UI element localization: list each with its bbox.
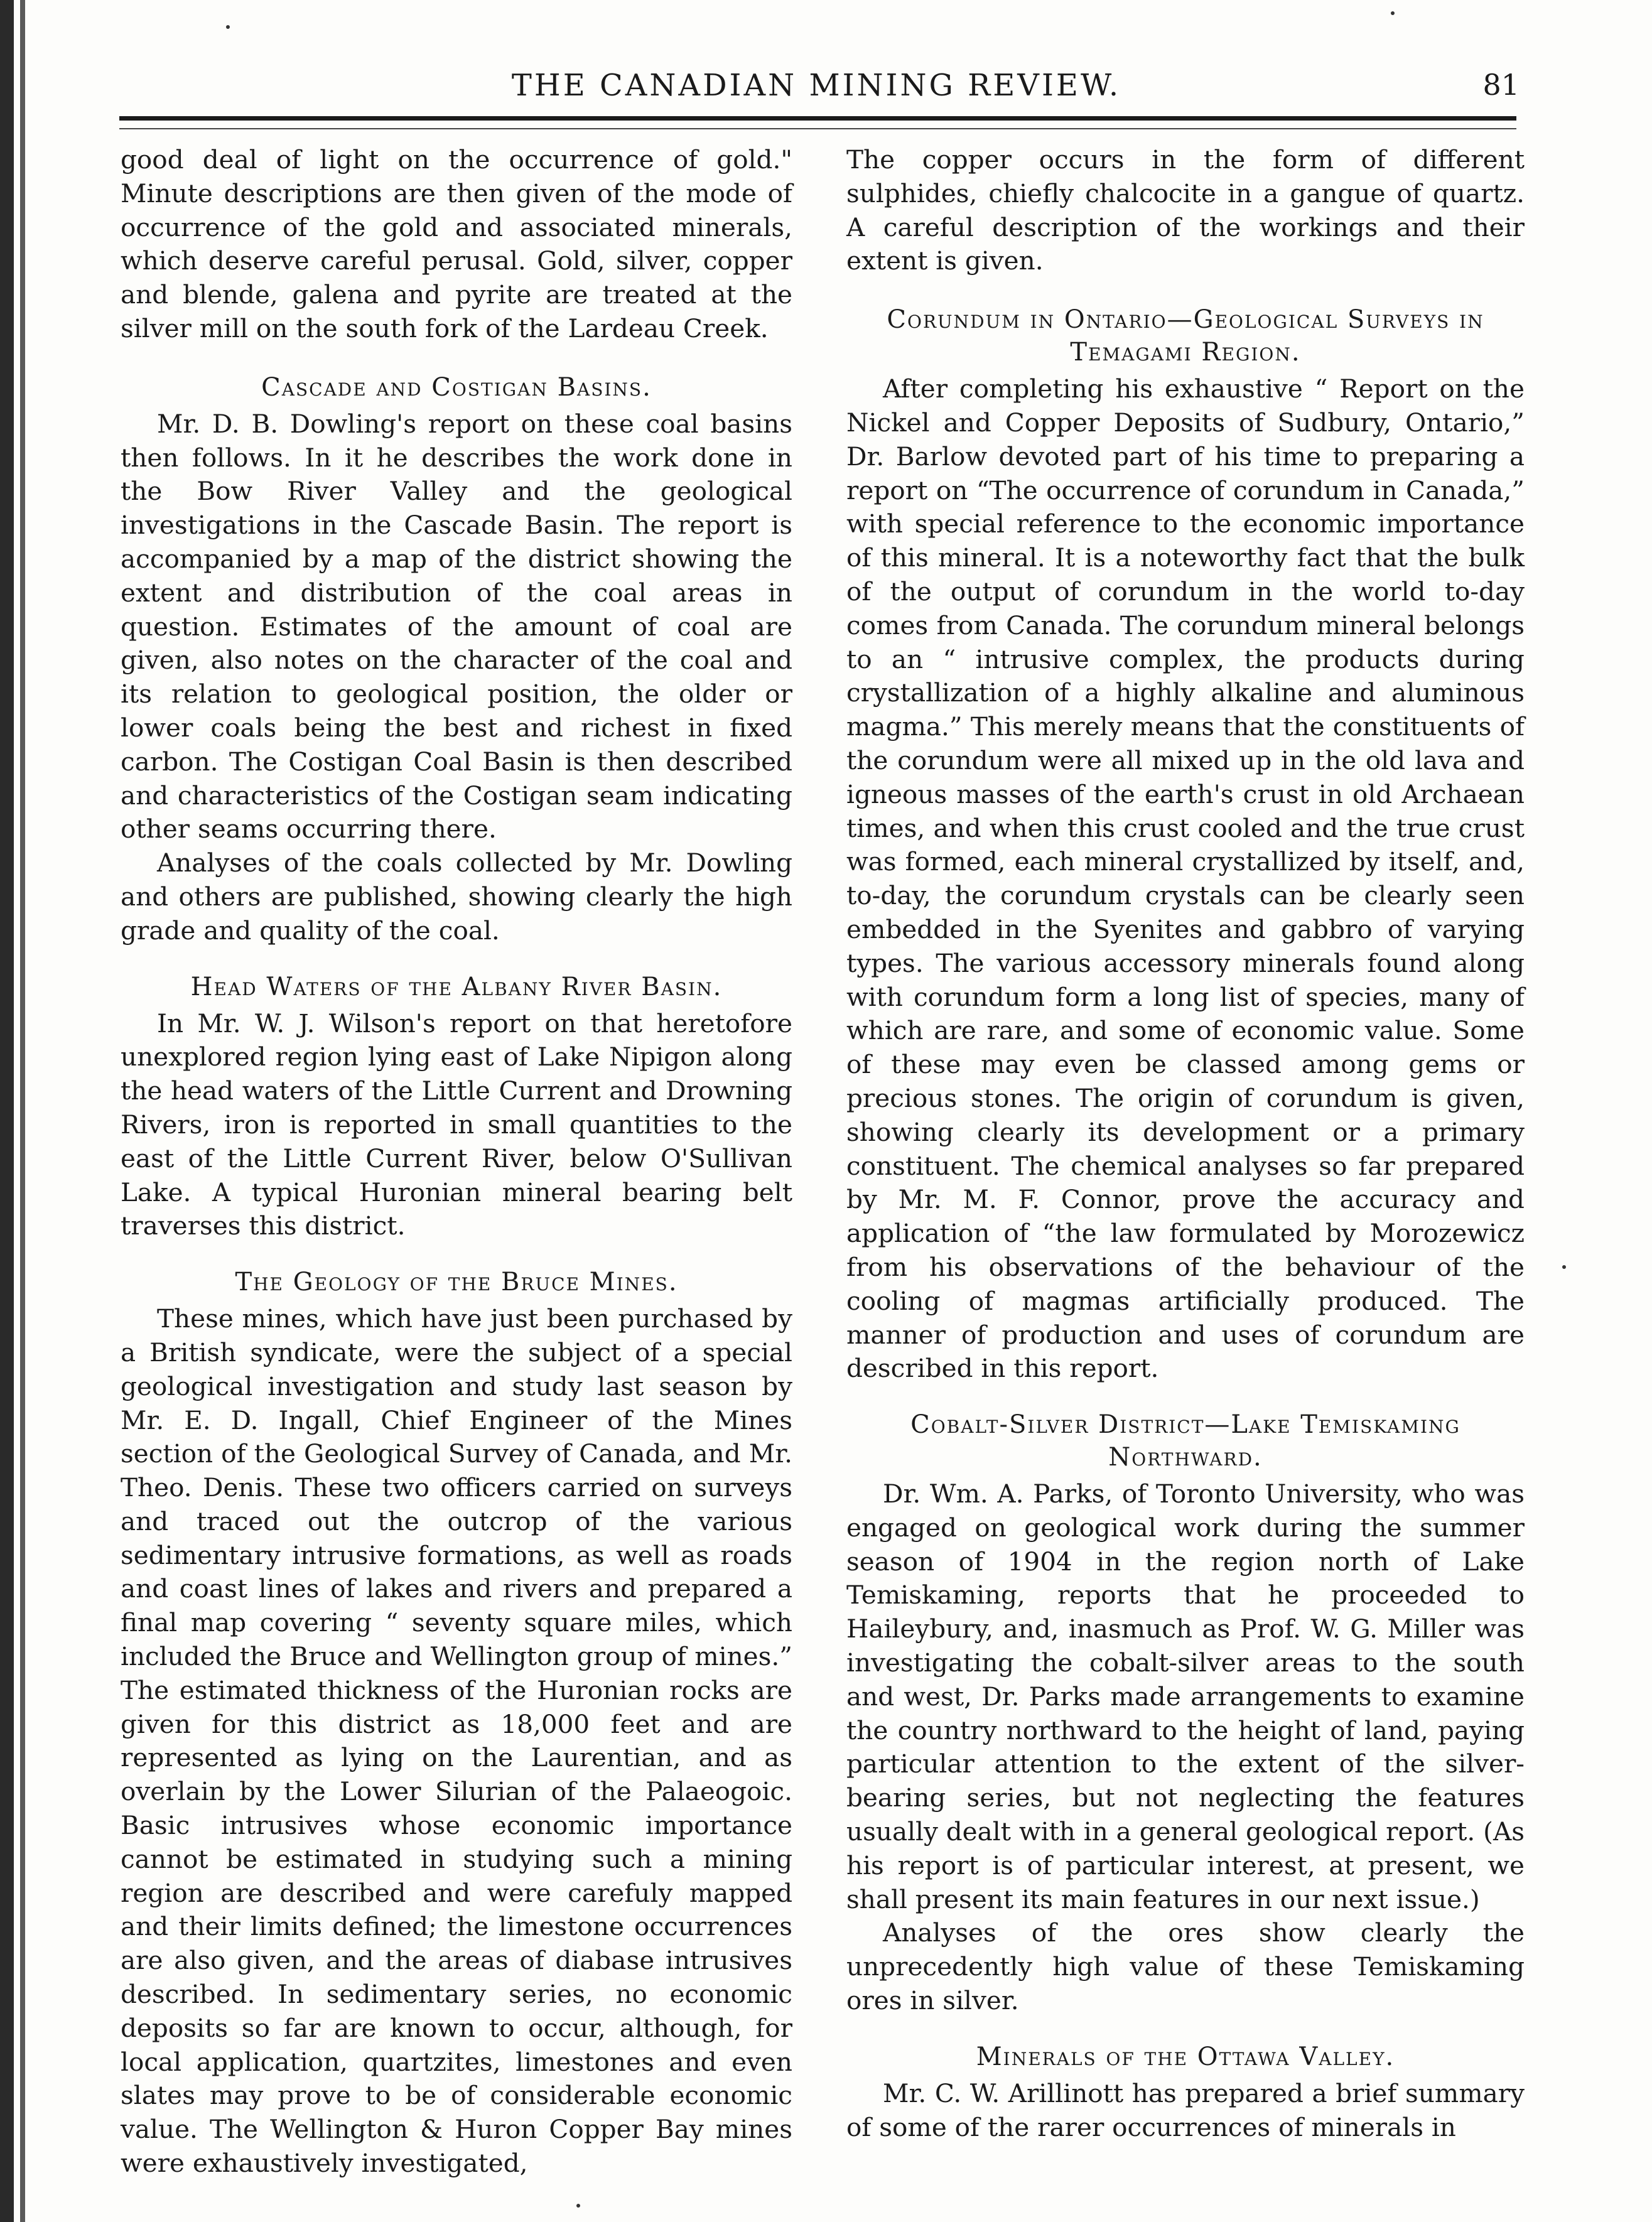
paragraph: The copper occurs in the form of different sulphides, chiefly chalcocite in a gangue of quartz. A careful description of the workings and their extent is given.: [846, 144, 1525, 276]
header-rule: [119, 116, 1516, 121]
section-heading: Head Waters of the Albany River Basin.: [190, 972, 723, 1001]
section-heading: Minerals of the Ottawa Valley.: [976, 2042, 1395, 2071]
speck: [226, 25, 230, 29]
running-title: THE CANADIAN MINING REVIEW.: [511, 68, 1121, 103]
paragraph: These mines, which have just been purchased by a British syndicate, were the subject of a special geological investigation and study last season by Mr. E. D. Ingall, Chief Engineer of the Mines section of the Geological Survey of Canada, and Mr. Theo. Denis. These two officers carried on surveys and traced out the outcrop of the various sedimentary intrusive formations, as well as roads and coast lines of lakes and rivers and prepared a final map covering “ seventy square miles, which included the Bruce and Wellington group of mines.” The estimated thickness of the Huronian rocks are given for this district as 18,000 feet and are represented as lying on the Laurentian, and as overlain by the Lower Silurian of the Palaeogoic. Basic intrusives whose economic importance cannot be estimated in studying such a mining region are described and were carefuly mapped and their limits defined; the limestone occurrences are also given, and the areas of diabase intrusives described. In sedimentary series, no economic deposits so far are known to occur, although, for local application, quartzites, limestones and even slates may prove to be of considerable economic value. The Wellington & Huron Copper Bay mines were exhaustively investigated,: [121, 1303, 792, 2179]
paragraph: good deal of light on the occurrence of gold." Minute descriptions are then given of the mode of occurrence of the gold and associated minerals, which deserve careful perusal. Gold, silver, copper and blende, galena and pyrite are treated at the silver mill on the south fork of the Lardeau Creek.: [121, 144, 792, 343]
right-column: [846, 143, 1525, 2144]
speck: [576, 2204, 580, 2208]
section-heading: Cobalt-Silver District—Lake Temiskaming Northward.: [910, 1410, 1460, 1472]
section-heading: The Geology of the Bruce Mines.: [235, 1268, 678, 1297]
left-column: [121, 143, 792, 2181]
paragraph: Dr. Wm. A. Parks, of Toronto University, who was engaged on geological work during the summer season of 1904 in the region north of Lake Temiskaming, reports that he proceeded to Haileybury, and, inasmuch as Prof. W. G. Miller was investigating the cobalt-silver areas to the south and west, Dr. Parks made arrangements to examine the country northward to the height of land, paying particular attention to the extent of the silver-bearing series, but not neglecting the features usually dealt with in a general geological report. (As his report is of particular interest, at present, we shall present its main features in our next issue.): [846, 1479, 1525, 1914]
binding-edge: [0, 0, 14, 2222]
paragraph: Analyses of the coals collected by Mr. Dowling and others are published, showing clearly the high grade and quality of the coal.: [121, 848, 792, 946]
paragraph: Mr. D. B. Dowling's report on these coal basins then follows. In it he describes the work done in the Bow River Valley and the geological investigations in the Cascade Basin. The report is accompanied by a map of the district showing the extent and distribution of the coal areas in question. Estimates of the amount of coal are given, also notes on the character of the coal and its relation to geological position, the older or lower coals being the best and richest in fixed carbon. The Costigan Coal Basin is then described and characteristics of the Costigan seam indicating other seams occurring there.: [121, 408, 792, 844]
binding-edge-inner: [20, 0, 25, 2222]
paragraph: After completing his exhaustive “ Report on the Nickel and Copper Deposits of Sudbury, Ontario,” Dr. Barlow devoted part of his time to preparing a report on “The occurrence of corundum in Canada,” with special reference to the economic importance of this mineral. It is a noteworthy fact that the bulk of the output of corundum in the world to-day comes from Canada. The corundum mineral belongs to an “ intrusive complex, the products during crystallization of a highly alkaline and aluminous magma.” This merely means that the constituents of the corundum were all mixed up in the old lava and igneous masses of the earth's crust in old Archaean times, and when this crust cooled and the true crust was formed, each mineral crystallized by itself, and, to-day, the corundum crystals can be clearly seen embedded in the Syenites and gabbro of varying types. The various accessory minerals found along with corundum form a long list of species, many of which are rare, and some of economic value. Some of these may even be classed among gems or precious stones. The origin of corundum is given, showing clearly its development or a primary constituent. The chemical analyses so far prepared by Mr. M. F. Connor, prove the accuracy and application of “the law formulated by Morozewicz from his observations of the behaviour of the cooling of magmas artificially produced. The manner of production and uses of corundum are described in this report.: [846, 374, 1525, 1384]
paragraph: Analyses of the ores show clearly the unprecedently high value of these Temiskaming ores in silver.: [846, 1917, 1525, 2016]
page-number: 81: [1482, 68, 1520, 102]
page-header: [113, 68, 1520, 112]
speck: [1391, 11, 1395, 15]
speck: [1562, 1265, 1566, 1269]
paragraph: In Mr. W. J. Wilson's report on that heretofore unexplored region lying east of Lake Nipigon along the head waters of the Little Current and Drowning Rivers, iron is reported in small quantities to the east of the Little Current River, below O'Sullivan Lake. A typical Huronian mineral bearing belt traverses this district.: [121, 1008, 792, 1241]
header-rule-thin: [119, 128, 1516, 129]
section-heading: Corundum in Ontario—Geological Surveys in Temagami Region.: [887, 305, 1484, 367]
paragraph: Mr. C. W. Arillinott has prepared a brief summary of some of the rarer occurrences of minerals in: [846, 2078, 1525, 2142]
section-heading: Cascade and Costigan Basins.: [261, 372, 652, 402]
